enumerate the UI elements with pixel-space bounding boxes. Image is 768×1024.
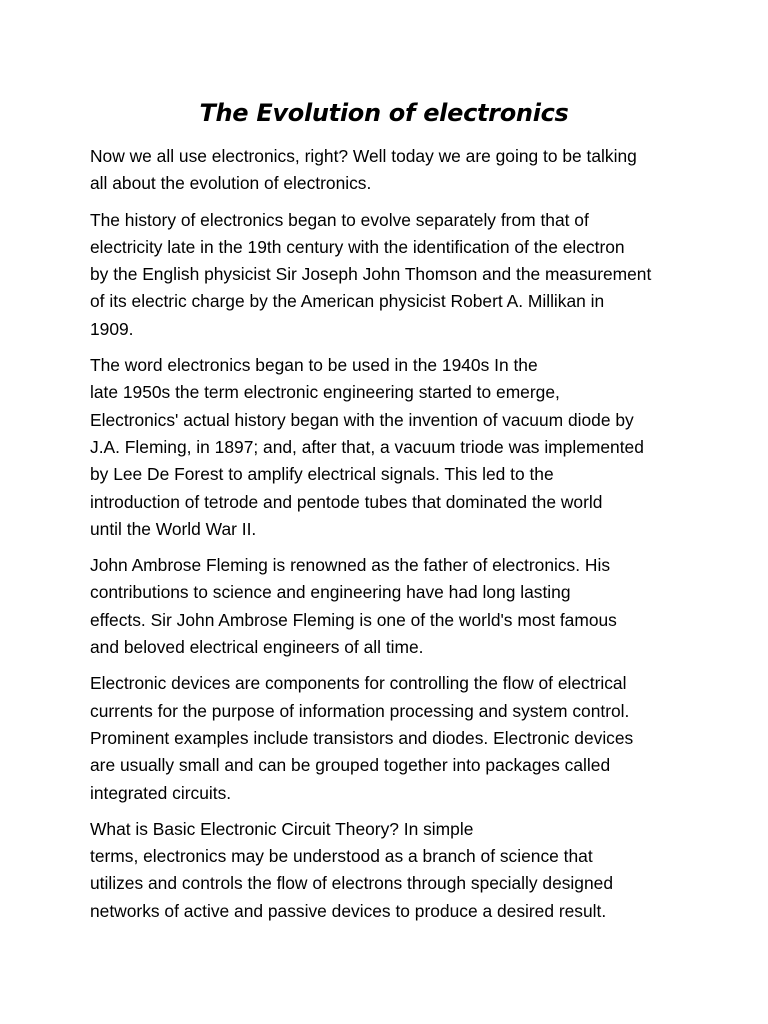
document-body <box>90 143 690 934</box>
paragraph-word-electronics <box>90 352 690 543</box>
text-line: 1909. <box>90 318 134 339</box>
text-line: introduction of tetrode and pentode tubes that dominated the world <box>90 491 603 512</box>
text-line: electricity late in the 19th century with the identification of the electron <box>90 236 625 257</box>
text-line: effects. Sir John Ambrose Fleming is one of the world's most famous <box>90 609 617 630</box>
text-line: and beloved electrical engineers of all time. <box>90 637 424 658</box>
text-line: terms, electronics may be understood as a branch of science that <box>90 846 593 867</box>
text-line: The word electronics began to be used in the 1940s In the <box>90 355 538 376</box>
document-title: The Evolution of electronics <box>199 99 569 127</box>
text-line: Prominent examples include transistors and diodes. Electronic devices <box>90 727 634 748</box>
text-line: J.A. Fleming, in 1897; and, after that, a vacuum triode was implemented <box>90 436 644 457</box>
text-line: utilizes and controls the flow of electrons through specially designed <box>90 873 613 894</box>
text-line: of its electric charge by the American physicist Robert A. Millikan in <box>90 291 605 312</box>
text-line: Electronic devices are components for controlling the flow of electrical <box>90 673 627 694</box>
text-line: What is Basic Electronic Circuit Theory? In simple <box>90 818 474 839</box>
text-line: currents for the purpose of information processing and system control. <box>90 700 630 721</box>
text-line: contributions to science and engineering have had long lasting <box>90 582 571 603</box>
text-line: by the English physicist Sir Joseph John Thomson and the measurement <box>90 264 652 285</box>
text-line: all about the evolution of electronics. <box>90 173 372 194</box>
text-line: John Ambrose Fleming is renowned as the father of electronics. His <box>90 555 611 576</box>
paragraph-circuit-theory <box>90 816 690 925</box>
text-line: networks of active and passive devices to produce a desired result. <box>90 900 607 921</box>
text-line: by Lee De Forest to amplify electrical signals. This led to the <box>90 464 554 485</box>
text-line: Electronics' actual history began with the invention of vacuum diode by <box>90 409 634 430</box>
text-line: The history of electronics began to evolve separately from that of <box>90 209 589 230</box>
paragraph-fleming <box>90 552 690 661</box>
text-line: are usually small and can be grouped together into packages called <box>90 755 611 776</box>
text-line: late 1950s the term electronic engineering started to emerge, <box>90 382 560 403</box>
text-line: Now we all use electronics, right? Well today we are going to be talking <box>90 146 637 166</box>
paragraph-intro <box>90 143 690 198</box>
text-line: integrated circuits. <box>90 782 232 803</box>
text-line: until the World War II. <box>90 518 257 539</box>
paragraph-devices <box>90 670 690 806</box>
paragraph-history <box>90 207 690 343</box>
